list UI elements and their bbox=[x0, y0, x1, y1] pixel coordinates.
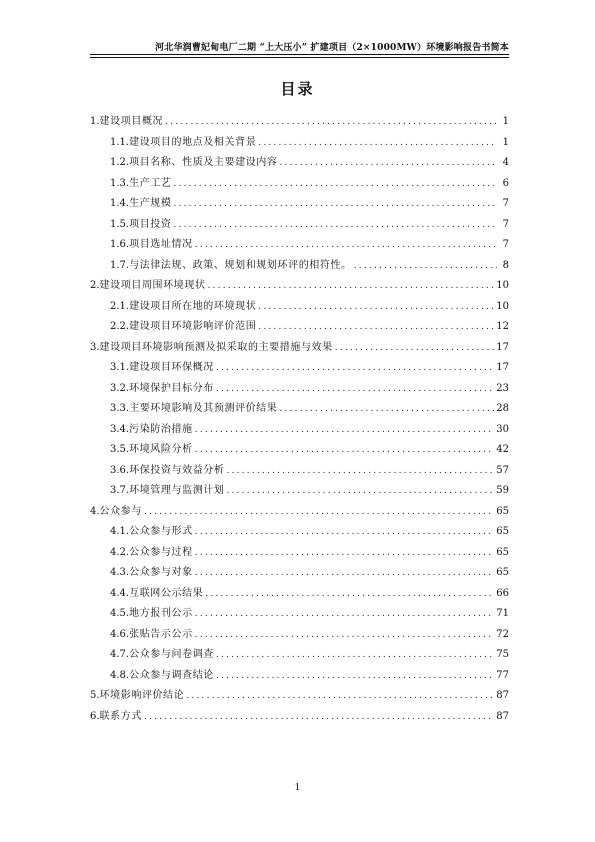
toc-entry-label: 与法律法规、政策、规划和规划环评的相符性。 bbox=[129, 259, 352, 271]
toc-entry-page: 10 bbox=[496, 300, 509, 312]
toc-entry-label: 地方报刊公示 bbox=[129, 608, 193, 619]
toc-entry-label: 公众参与调查结论 bbox=[129, 669, 214, 681]
toc-leader-dots bbox=[144, 507, 494, 517]
toc-entry-page: 23 bbox=[496, 382, 509, 394]
toc-leader-dots bbox=[195, 548, 495, 558]
toc-entry[interactable] bbox=[90, 666, 509, 687]
toc-entry[interactable] bbox=[90, 420, 509, 441]
toc-entry-number: 3.2. bbox=[110, 382, 130, 394]
toc-entry-page: 65 bbox=[496, 567, 509, 578]
toc-entry-page: 65 bbox=[496, 526, 509, 537]
toc-entry-page: 66 bbox=[496, 587, 509, 599]
toc-entry-number: 3.7. bbox=[110, 485, 130, 496]
toc-entry-label: 建设项目环境影响预测及拟采取的主要措施与效果 bbox=[99, 341, 333, 353]
toc-entry-label: 项目名称、性质及主要建设内容 bbox=[129, 157, 278, 168]
toc-entry-page: 87 bbox=[496, 690, 509, 701]
toc-leader-dots bbox=[195, 609, 495, 619]
toc-entry-label: 生产工艺 bbox=[129, 177, 172, 189]
toc-entry-number: 2. bbox=[90, 280, 100, 291]
header-rule bbox=[90, 54, 509, 55]
toc-entry[interactable] bbox=[90, 584, 509, 605]
toc-entry-page: 75 bbox=[496, 649, 509, 660]
toc-entry[interactable] bbox=[90, 686, 509, 707]
toc-leader-dots bbox=[195, 527, 495, 537]
toc-entry[interactable] bbox=[90, 256, 509, 277]
toc-entry-label: 公众参与 bbox=[99, 505, 142, 517]
toc-entry-label: 环境风险分析 bbox=[129, 444, 193, 455]
toc-entry[interactable] bbox=[90, 358, 509, 379]
toc-entry-label: 项目选址情况 bbox=[129, 239, 193, 250]
toc-leader-dots bbox=[216, 384, 494, 394]
toc-entry-label: 互联网公示结果 bbox=[129, 587, 204, 599]
toc-entry-number: 1. bbox=[90, 116, 100, 127]
toc-entry-label: 环保投资与效益分析 bbox=[129, 464, 225, 476]
toc-entry-page: 65 bbox=[496, 505, 509, 517]
toc-leader-dots bbox=[280, 404, 495, 414]
toc-entry[interactable] bbox=[90, 153, 509, 174]
toc-entry-label: 公众参与对象 bbox=[129, 567, 193, 578]
toc-entry-page: 8 bbox=[502, 259, 509, 271]
toc-leader-dots bbox=[186, 691, 494, 701]
toc-entry[interactable] bbox=[90, 522, 509, 543]
toc-entry-label: 公众参与形式 bbox=[129, 526, 193, 537]
toc-entry-number: 4.1. bbox=[110, 526, 130, 537]
toc-entry[interactable] bbox=[90, 235, 509, 256]
toc-leader-dots bbox=[165, 117, 497, 127]
toc-entry-page: 17 bbox=[496, 362, 509, 373]
toc-entry-label: 主要环境影响及其预测评价结果 bbox=[129, 403, 278, 414]
toc-entry[interactable] bbox=[90, 194, 509, 215]
toc-entry[interactable] bbox=[90, 645, 509, 666]
toc-leader-dots bbox=[216, 650, 494, 660]
toc-entry-label: 环境影响评价结论 bbox=[99, 690, 185, 701]
toc-leader-dots bbox=[354, 261, 497, 271]
toc-leader-dots bbox=[195, 425, 495, 435]
toc-leader-dots bbox=[258, 138, 497, 148]
toc-leader-dots bbox=[335, 343, 495, 353]
toc-entry-label: 建设项目的地点及相关背景 bbox=[129, 136, 257, 148]
toc-entry-label: 建设项目周围环境现状 bbox=[99, 280, 206, 291]
toc-entry-number: 4.5. bbox=[110, 608, 130, 619]
toc-entry-page: 72 bbox=[496, 628, 509, 640]
toc-leader-dots bbox=[195, 568, 495, 578]
toc-entry-page: 42 bbox=[496, 444, 509, 455]
toc-entry[interactable] bbox=[90, 563, 509, 584]
toc-entry-number: 4.7. bbox=[110, 649, 130, 660]
toc-entry-page: 30 bbox=[496, 423, 509, 435]
toc-entry-page: 1 bbox=[502, 116, 509, 127]
toc-entry[interactable] bbox=[90, 276, 509, 297]
toc-entry[interactable] bbox=[90, 399, 509, 420]
toc-entry[interactable] bbox=[90, 461, 509, 482]
toc-leader-dots bbox=[280, 158, 498, 168]
toc-leader-dots bbox=[208, 281, 495, 291]
toc-entry-number: 5. bbox=[90, 690, 100, 701]
page-number: 1 bbox=[294, 783, 301, 793]
toc-entry-number: 4.4. bbox=[110, 587, 130, 599]
toc-entry-number: 4.8. bbox=[110, 669, 130, 681]
toc-entry-label: 张贴告示公示 bbox=[129, 628, 193, 640]
toc-entry-number: 1.7. bbox=[110, 259, 130, 271]
toc-entry-page: 57 bbox=[496, 464, 509, 476]
toc-entry-label: 环境保护目标分布 bbox=[129, 382, 214, 394]
toc-entry-label: 建设项目环保概况 bbox=[129, 362, 214, 373]
toc-entry-page: 87 bbox=[496, 710, 509, 722]
toc-entry-page: 28 bbox=[496, 403, 509, 414]
toc-entry-page: 59 bbox=[496, 485, 509, 496]
toc-entry-number: 3.6. bbox=[110, 464, 130, 476]
toc-entry-number: 3.5. bbox=[110, 444, 130, 455]
toc-entry-number: 4. bbox=[90, 505, 100, 517]
toc-title: 目录 bbox=[280, 80, 315, 98]
toc-leader-dots bbox=[216, 671, 494, 681]
toc-entry[interactable] bbox=[90, 707, 509, 728]
toc-entry-page: 12 bbox=[496, 321, 509, 332]
toc-entry-page: 1 bbox=[502, 136, 509, 148]
toc-entry-page: 4 bbox=[502, 157, 509, 168]
toc-entry-number: 3. bbox=[90, 341, 100, 353]
toc-leader-dots bbox=[227, 486, 495, 496]
toc-entry-page: 71 bbox=[496, 608, 509, 619]
table-of-contents bbox=[90, 112, 509, 727]
toc-leader-dots bbox=[258, 302, 494, 312]
toc-entry[interactable] bbox=[90, 502, 509, 523]
toc-entry[interactable] bbox=[90, 481, 509, 502]
toc-entry-number: 1.5. bbox=[110, 218, 130, 230]
toc-entry-label: 建设项目概况 bbox=[99, 116, 164, 127]
toc-entry-page: 10 bbox=[496, 280, 509, 291]
toc-leader-dots bbox=[258, 322, 494, 332]
toc-entry-number: 3.4. bbox=[110, 423, 130, 435]
toc-entry-label: 联系方式 bbox=[99, 710, 142, 722]
toc-entry-number: 4.2. bbox=[110, 546, 130, 558]
toc-entry-label: 污染防治措施 bbox=[129, 423, 193, 435]
toc-entry-number: 4.3. bbox=[110, 567, 130, 578]
toc-entry-page: 7 bbox=[502, 218, 509, 230]
toc-leader-dots bbox=[195, 445, 495, 455]
header-rule-thin bbox=[90, 57, 509, 58]
toc-entry-number: 1.1. bbox=[110, 136, 130, 148]
toc-entry[interactable] bbox=[90, 440, 509, 461]
toc-entry-number: 4.6. bbox=[110, 628, 130, 640]
toc-entry-label: 环境管理与监测计划 bbox=[129, 485, 225, 496]
toc-entry[interactable] bbox=[90, 174, 509, 195]
toc-entry-label: 公众参与过程 bbox=[129, 546, 193, 558]
toc-leader-dots bbox=[195, 240, 497, 250]
toc-entry[interactable] bbox=[90, 604, 509, 625]
toc-entry-number: 3.1. bbox=[110, 362, 130, 373]
toc-entry-page: 7 bbox=[502, 198, 509, 209]
toc-entry-label: 公众参与问卷调查 bbox=[129, 649, 214, 660]
toc-entry[interactable] bbox=[90, 625, 509, 646]
toc-leader-dots bbox=[205, 589, 494, 599]
toc-entry-label: 生产规模 bbox=[129, 198, 172, 209]
toc-leader-dots bbox=[174, 220, 498, 230]
toc-entry-number: 6. bbox=[90, 710, 100, 722]
toc-entry[interactable] bbox=[90, 317, 509, 338]
toc-entry-label: 建设项目环境影响评价范围 bbox=[129, 321, 257, 332]
toc-entry-number: 2.2. bbox=[110, 321, 130, 332]
toc-entry[interactable] bbox=[90, 215, 509, 236]
toc-entry-label: 建设项目所在地的环境现状 bbox=[129, 300, 257, 312]
toc-entry-label: 项目投资 bbox=[129, 218, 172, 230]
toc-entry-page: 6 bbox=[502, 177, 509, 189]
toc-entry-number: 2.1. bbox=[110, 300, 130, 312]
toc-entry-number: 1.2. bbox=[110, 157, 130, 168]
toc-leader-dots bbox=[174, 179, 498, 189]
toc-entry[interactable] bbox=[90, 543, 509, 564]
toc-entry[interactable] bbox=[90, 112, 509, 133]
toc-entry[interactable] bbox=[90, 297, 509, 318]
page-header: 河北华润曹妃甸电厂二期 “上大压小” 扩建项目（2×1000MW）环境影响报告书简本 bbox=[155, 43, 509, 53]
toc-leader-dots bbox=[216, 363, 494, 373]
toc-leader-dots bbox=[174, 199, 498, 209]
toc-leader-dots bbox=[227, 466, 495, 476]
toc-entry-page: 7 bbox=[502, 239, 509, 250]
toc-entry-number: 1.6. bbox=[110, 239, 130, 250]
toc-entry-number: 1.3. bbox=[110, 177, 130, 189]
toc-entry[interactable] bbox=[90, 379, 509, 400]
toc-entry-page: 65 bbox=[496, 546, 509, 558]
toc-entry-number: 1.4. bbox=[110, 198, 130, 209]
toc-leader-dots bbox=[144, 712, 494, 722]
toc-entry-page: 17 bbox=[496, 341, 509, 353]
toc-entry-number: 3.3. bbox=[110, 403, 130, 414]
toc-entry[interactable] bbox=[90, 133, 509, 154]
toc-entry-page: 77 bbox=[496, 669, 509, 681]
toc-entry[interactable] bbox=[90, 338, 509, 359]
toc-leader-dots bbox=[195, 630, 495, 640]
